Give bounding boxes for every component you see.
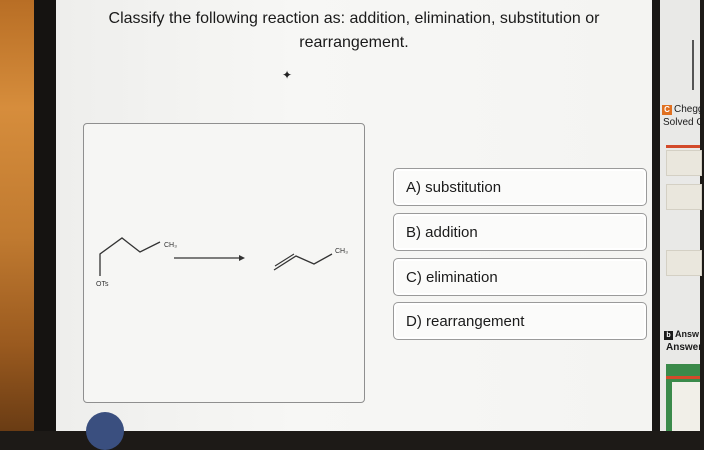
- mouse-cursor-icon: ✦: [282, 68, 293, 82]
- option-label: B) addition: [406, 224, 478, 241]
- source-tag[interactable]: [662, 104, 703, 115]
- source-label: Chegg: [674, 104, 704, 115]
- option-d-rearrangement[interactable]: [393, 302, 647, 340]
- question-line-1: Classify the following reaction as: addition, elimination, substitution or: [108, 10, 600, 27]
- monitor-bezel-right: [652, 0, 660, 431]
- reactant-skeleton: [100, 238, 160, 272]
- option-label: C) elimination: [406, 269, 498, 286]
- thumbnail-accent: [666, 145, 700, 148]
- option-a-substitution[interactable]: [393, 168, 647, 206]
- answer-tag[interactable]: [664, 329, 699, 340]
- thumbnail-2[interactable]: [666, 184, 702, 210]
- leaving-group-label: OTs: [96, 281, 109, 288]
- answer-thumbnail-paper: [672, 382, 700, 431]
- monitor-bezel-left: [34, 0, 56, 431]
- background-wood-edge: [0, 0, 34, 431]
- scroll-indicator: [692, 40, 694, 90]
- option-b-addition[interactable]: [393, 213, 647, 251]
- option-label: A) substitution: [406, 179, 502, 196]
- option-label: D) rearrangement: [406, 313, 525, 330]
- product-ch3-label: CH₃: [335, 248, 348, 255]
- question-line-2: rearrangement.: [299, 34, 409, 51]
- reaction-scheme-image: [83, 123, 365, 403]
- side-panel: [660, 0, 704, 431]
- answer-thumbnail[interactable]: [666, 364, 700, 431]
- answer-link[interactable]: Answer: [666, 342, 703, 353]
- chegg-logo-icon: C: [662, 105, 672, 115]
- thumbnail-1[interactable]: [666, 150, 702, 176]
- thumbnail-3[interactable]: [666, 250, 702, 276]
- navigation-button[interactable]: [86, 412, 124, 450]
- product-double-bond: [275, 254, 294, 266]
- product-skeleton: [274, 254, 332, 270]
- answer-thumbnail-accent: [666, 376, 700, 379]
- answer-logo-icon: b: [664, 331, 673, 340]
- answer-tag-label: Answ: [675, 329, 700, 339]
- reaction-arrow-head: [239, 255, 245, 261]
- question-prompt: [56, 7, 652, 55]
- question-screen: [56, 0, 652, 431]
- reactant-ch3-label: CH₃: [164, 242, 177, 249]
- solved-link[interactable]: Solved C: [663, 117, 704, 128]
- option-c-elimination[interactable]: [393, 258, 647, 296]
- reaction-scheme-drawing: [84, 124, 364, 402]
